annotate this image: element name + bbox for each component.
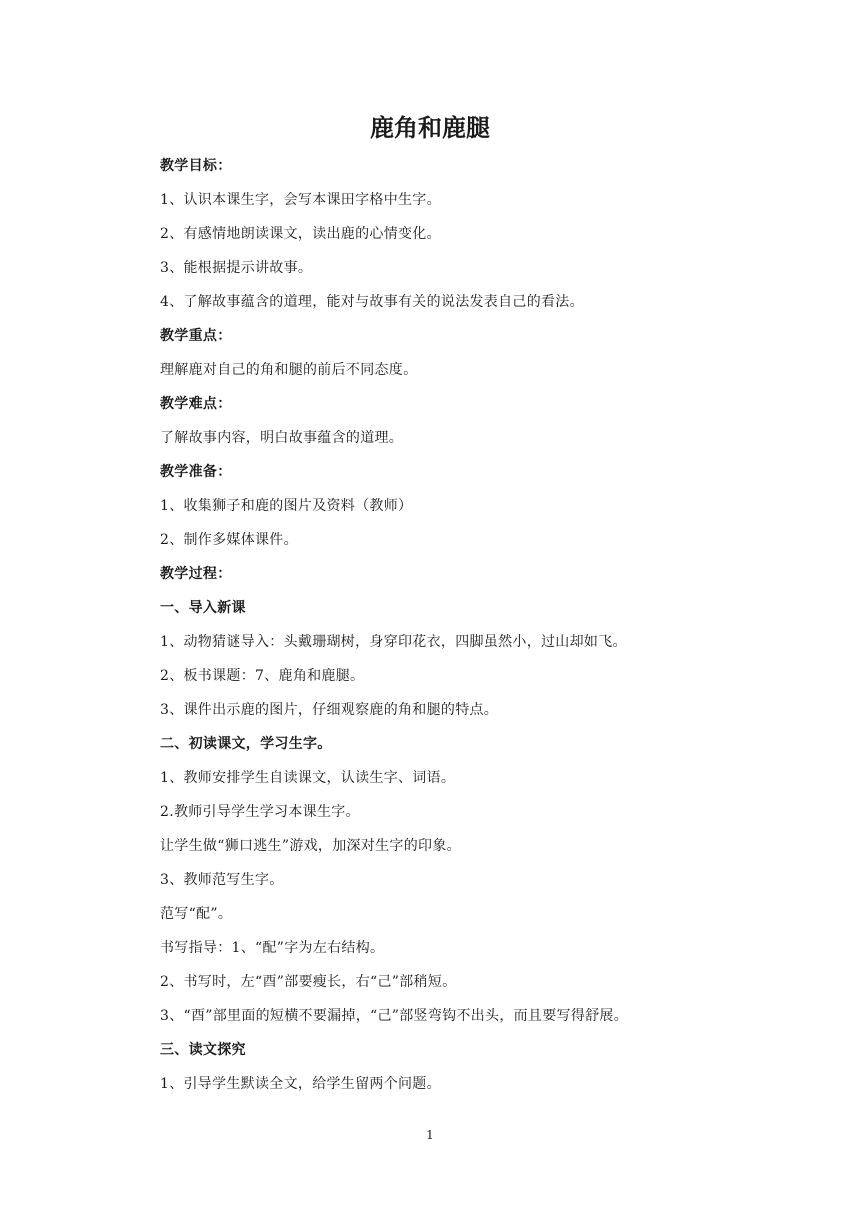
body-line: 2、制作多媒体课件。	[160, 532, 298, 548]
section-heading: 二、初读课文，学习生字。	[160, 736, 332, 752]
document-body	[160, 149, 720, 1101]
section-heading: 教学过程：	[160, 566, 232, 582]
body-line: 3、“酉”部里面的短横不要漏掉，“己”部竖弯钩不出头，而且要写得舒展。	[160, 1008, 629, 1024]
body-line: 1、引导学生默读全文，给学生留两个问题。	[160, 1076, 441, 1092]
section-heading: 三、读文探究	[160, 1042, 246, 1058]
body-line: 4、了解故事蕴含的道理，能对与故事有关的说法发表自己的看法。	[160, 294, 584, 310]
section-heading: 教学准备：	[160, 464, 232, 480]
body-line: 理解鹿对自己的角和腿的前后不同态度。	[160, 362, 418, 378]
body-line: 2、书写时，左“酉”部要瘦长，右“己”部稍短。	[160, 974, 457, 990]
body-line: 让学生做“狮口逃生”游戏，加深对生字的印象。	[160, 838, 461, 854]
section-heading: 教学难点：	[160, 396, 232, 412]
body-line: 2、板书课题：7、鹿角和鹿腿。	[160, 668, 365, 684]
section-heading: 教学重点：	[160, 328, 232, 344]
body-line: 书写指导：1、“配”字为左右结构。	[160, 940, 385, 956]
body-line: 范写“配”。	[160, 906, 233, 922]
document-title: 鹿角和鹿腿	[370, 114, 490, 142]
body-line: 3、能根据提示讲故事。	[160, 260, 313, 276]
body-line: 2、有感情地朗读课文，读出鹿的心情变化。	[160, 226, 441, 242]
body-line: 1、认识本课生字，会写本课田字格中生字。	[160, 192, 441, 208]
body-line: 3、教师范写生字。	[160, 872, 284, 888]
body-line: 1、收集狮子和鹿的图片及资料（教师）	[160, 498, 413, 514]
body-line: 1、教师安排学生自读课文，认读生字、词语。	[160, 770, 456, 786]
body-line: 1、动物猜谜导入：头戴珊瑚树，身穿印花衣，四脚虽然小，过山却如飞。	[160, 634, 627, 650]
page-number: 1	[426, 1128, 434, 1142]
section-heading: 教学目标：	[160, 158, 232, 174]
section-heading: 一、导入新课	[160, 600, 246, 616]
body-line: 了解故事内容，明白故事蕴含的道理。	[160, 430, 404, 446]
body-line: 3、课件出示鹿的图片，仔细观察鹿的角和腿的特点。	[160, 702, 499, 718]
body-line: 2.教师引导学生学习本课生字。	[160, 804, 360, 820]
